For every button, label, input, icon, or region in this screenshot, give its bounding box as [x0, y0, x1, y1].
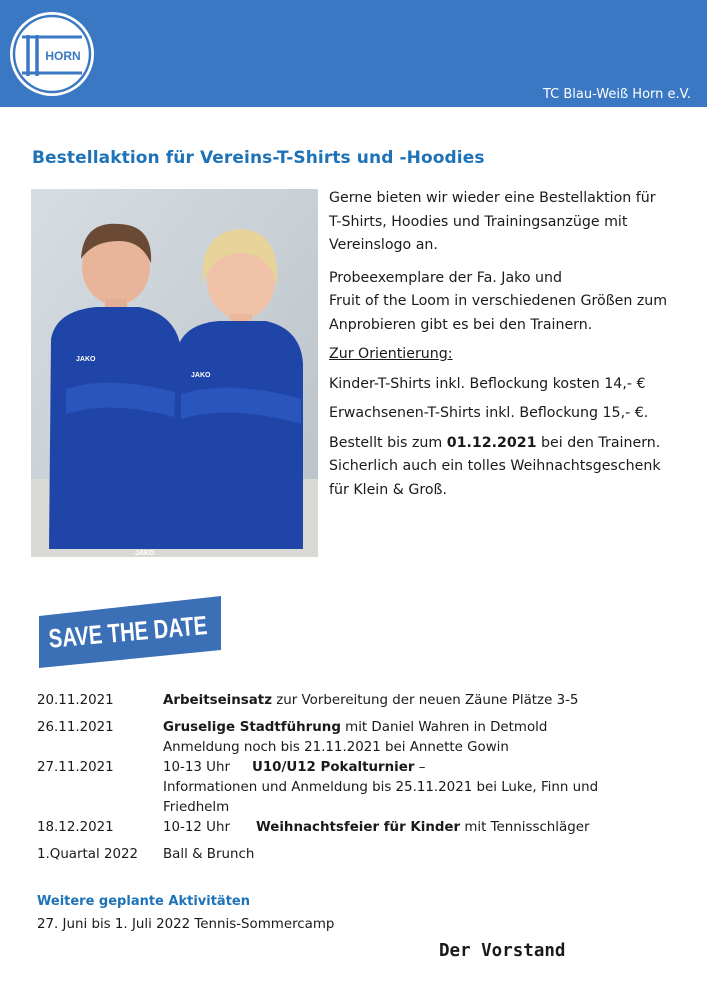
header-banner — [0, 0, 707, 107]
event-time: 10-13 Uhr — [163, 760, 230, 775]
summer-camp-line: 27. Juni bis 1. Juli 2022 Tennis-Sommercamp — [37, 917, 335, 932]
gift-line: für Klein & Groß. — [329, 481, 447, 498]
event-title: Ball & Brunch — [163, 847, 255, 862]
event-item — [37, 845, 677, 865]
intro-line: Probeexemplare der Fa. Jako und — [329, 269, 563, 286]
event-item: 26.11.2021 Gruselige Stadtführung mit Daniel Wahren in Detmold Anmeldung noch bis 21.11.2021 bei Annette Gowin — [37, 720, 548, 755]
intro-line: Anprobieren gibt es bei den Trainern. — [329, 316, 593, 333]
event-detail: Informationen und Anmeldung bis 25.11.2021 bei Luke, Finn und — [163, 780, 599, 795]
event-detail: Friedhelm — [163, 800, 230, 815]
jacket-brand-label: JAKO — [191, 372, 211, 379]
event-title: Gruselige Stadtführung — [163, 720, 341, 735]
article-title: Bestellaktion für Vereins-T-Shirts und -Hoodies — [32, 148, 485, 168]
event-date: 27.11.2021 — [37, 760, 114, 775]
event-list — [37, 691, 677, 865]
order-date: 01.12.2021 — [446, 434, 537, 451]
event-date: 20.11.2021 — [37, 693, 114, 708]
event-date: 26.11.2021 — [37, 720, 114, 735]
kids-jacket-photo — [31, 189, 318, 557]
jacket-brand-label: JAKO — [76, 356, 96, 363]
orientation-heading: Zur Orientierung: — [329, 346, 453, 362]
event-date: 18.12.2021 — [37, 820, 114, 835]
signature: Der Vorstand — [439, 941, 566, 961]
order-deadline: Bestellt bis zum 01.12.2021 bei den Trainern. — [329, 434, 661, 451]
event-item: 27.11.2021 10-13 Uhr U10/U12 Pokalturnier – Informationen und Anmeldung bis 25.11.2021 bei Luke, Finn und Friedhelm — [37, 760, 599, 815]
club-name: TC Blau-Weiß Horn e.V. — [542, 87, 691, 102]
event-item: 20.11.2021 Arbeitseinsatz zur Vorbereitung der neuen Zäune Plätze 3-5 — [37, 691, 677, 711]
intro-line: Fruit of the Loom in verschiedenen Größen zum — [329, 293, 668, 309]
jacket-brand-label: JAKO — [135, 550, 155, 557]
save-the-date-text: SAVE THE DATE — [47, 610, 209, 654]
intro-line: T-Shirts, Hoodies und Trainingsanzüge mit — [329, 213, 628, 230]
event-item: 18.12.2021 10-12 Uhr Weihnachtsfeier für Kinder mit Tennisschläger — [37, 818, 677, 838]
event-title: Arbeitseinsatz — [163, 693, 273, 708]
intro-line: Gerne bieten wir wieder eine Bestellaktion für — [329, 190, 656, 206]
event-detail: Anmeldung noch bis 21.11.2021 bei Annette Gowin — [163, 740, 509, 755]
event-title: U10/U12 Pokalturnier — [251, 760, 415, 775]
event-date: 1.Quartal 2022 — [37, 847, 139, 862]
event-title: Weihnachtsfeier für Kinder — [255, 820, 461, 835]
kids-price: Kinder-T-Shirts inkl. Beflockung kosten 14,- € — [329, 375, 646, 392]
gift-line: Sicherlich auch ein tolles Weihnachtsgeschenk — [329, 458, 661, 474]
adult-price: Erwachsenen-T-Shirts inkl. Beflockung 15,- €. — [329, 405, 649, 421]
save-the-date-badge — [37, 594, 223, 670]
further-activities-heading: Weitere geplante Aktivitäten — [37, 894, 250, 909]
club-logo — [8, 10, 96, 98]
event-time: 10-12 Uhr — [163, 820, 230, 835]
logo-text: HORN — [45, 49, 81, 63]
intro-line: Vereinslogo an. — [329, 237, 438, 253]
article-body — [329, 187, 699, 502]
